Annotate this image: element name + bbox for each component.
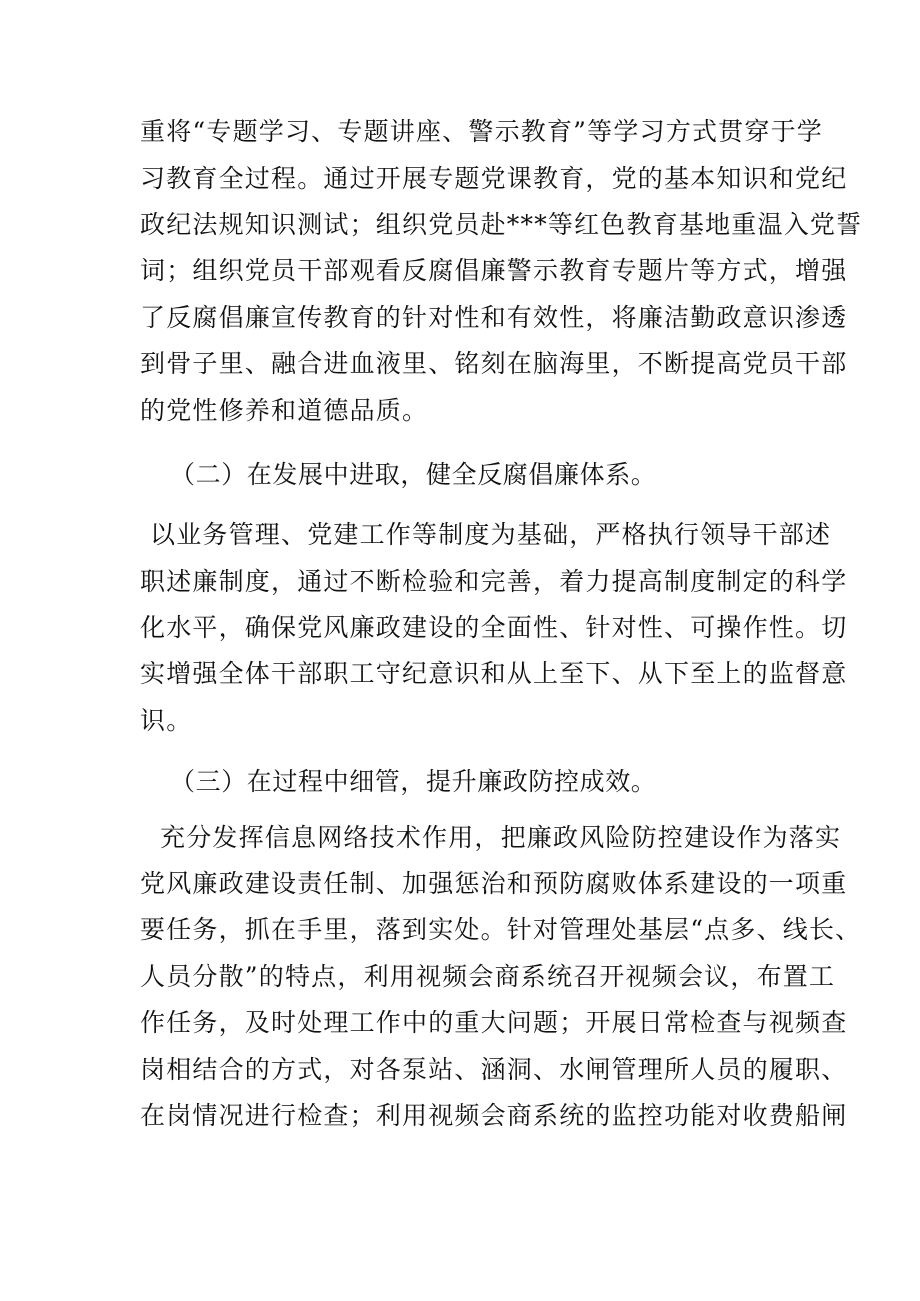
- section-heading-2: （二）在发展中进取，健全反腐倡廉体系。: [170, 460, 657, 489]
- paragraph-line: 要任务，抓在手里，落到实处。针对管理处基层“点多、线长、: [140, 915, 862, 944]
- paragraph-line: 岗相结合的方式，对各泵站、涵洞、水闸管理所人员的履职、: [140, 1055, 848, 1084]
- paragraph-line: 实增强全体干部职工守纪意识和从上至下、从下至上的监督意: [140, 659, 848, 688]
- paragraph-line: 充分发挥信息网络技术作用，把廉政风险防控建设作为落实: [160, 823, 842, 852]
- paragraph-line: 化水平，确保党风廉政建设的全面性、针对性、可操作性。切: [140, 613, 848, 642]
- paragraph-line: 人员分散”的特点，利用视频会商系统召开视频会议，布置工: [140, 962, 836, 991]
- paragraph-line: 习教育全过程。通过开展专题党课教育，党的基本知识和党纪: [140, 164, 848, 193]
- paragraph-line: 词；组织党员干部观看反腐倡廉警示教育专题片等方式，增强: [140, 256, 848, 285]
- paragraph-line: 政纪法规知识测试；组织党员赴***等红色教育基地重温入党誓: [140, 210, 863, 239]
- paragraph-line: 到骨子里、融合进血液里、铭刻在脑海里，不断提高党员干部: [140, 349, 848, 378]
- paragraph-line: 作任务，及时处理工作中的重大问题；开展日常检查与视频查: [140, 1008, 848, 1037]
- paragraph-line: 了反腐倡廉宣传教育的针对性和有效性，将廉洁勤政意识渗透: [140, 303, 848, 332]
- paragraph-line: 识。: [140, 706, 193, 735]
- paragraph-line: 重将“专题学习、专题讲座、警示教育”等学习方式贯穿于学: [140, 117, 823, 146]
- paragraph-line: 党风廉政建设责任制、加强惩治和预防腐败体系建设的一项重: [140, 869, 848, 898]
- paragraph-line: 以业务管理、党建工作等制度为基础，严格执行领导干部述: [150, 520, 832, 549]
- paragraph-line: 职述廉制度，通过不断检验和完善，着力提高制度制定的科学: [140, 567, 848, 596]
- paragraph-line: 的党性修养和道德品质。: [140, 396, 429, 425]
- paragraph-line: 在岗情况进行检查；利用视频会商系统的监控功能对收费船闸: [140, 1101, 848, 1130]
- section-heading-3: （三）在过程中细管，提升廉政防控成效。: [170, 767, 657, 796]
